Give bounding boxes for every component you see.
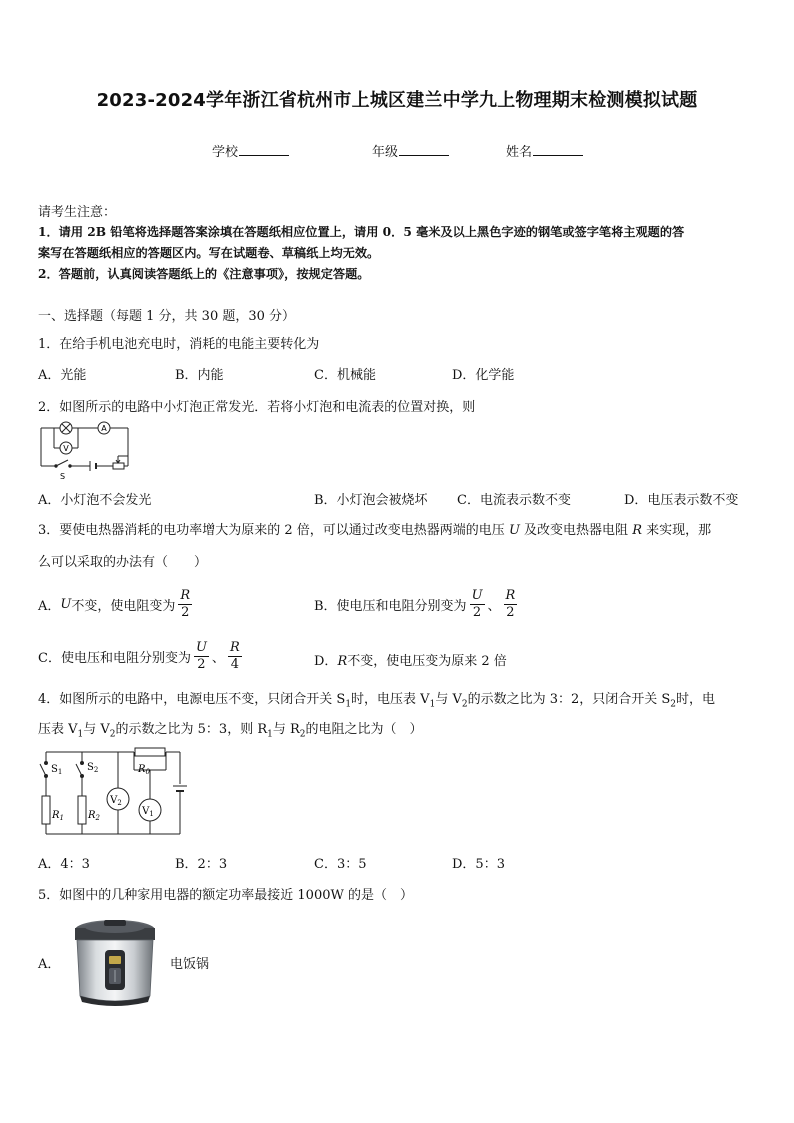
grade-field — [372, 141, 449, 160]
name-blank — [533, 143, 583, 156]
q3-a-var-u: U — [60, 597, 72, 612]
q1-option-c: C．机械能 — [314, 368, 376, 383]
rice-cooker-icon — [68, 916, 162, 1008]
school-field — [212, 141, 289, 160]
q3-option-c: C．使电压和电阻分别变为 $\frac{U}{2}$ 、 $\frac{R}{4}$ — [38, 640, 240, 672]
lamp-icon — [60, 422, 72, 434]
switch-s2-label: $S_2$ — [87, 762, 99, 774]
section-heading: 一、选择题（每题 1 分，共 30 题，30 分） — [38, 309, 296, 324]
voltmeter-v1-icon — [139, 799, 161, 821]
q3-option-d — [314, 650, 507, 669]
q4-circuit-diagram — [38, 746, 190, 838]
q3-d-var-r: R — [337, 654, 348, 669]
notice-line-1: 1．请用 2B 铅笔将选择题答案涂填在答题纸相应位置上，请用 0．5 毫米及以上黑色字迹的钢笔或签字笔将主观题的答 — [38, 225, 685, 239]
q3-var-u: U — [508, 523, 520, 538]
q3-option-a — [38, 588, 195, 621]
grade-label: 年级 — [372, 145, 399, 160]
switch-label: S — [60, 472, 66, 481]
q5-option-a-label: 电饭锅 — [170, 957, 210, 972]
q2-circuit-diagram — [38, 420, 133, 482]
q5-option-a-prefix: A． — [38, 957, 61, 972]
q4-option-b: B．2：3 — [175, 857, 228, 872]
switch-s2-icon — [76, 762, 84, 778]
q3-stem-part-b: 及改变电热器电阻 — [519, 523, 633, 538]
q2-option-b: B．小灯泡会被烧坏 — [314, 493, 428, 508]
q3-a-text: 不变，使电阻变为 — [71, 599, 176, 614]
q3-stem-line-1 — [38, 519, 711, 538]
voltmeter-icon — [60, 442, 72, 454]
q4-option-d: D．5：3 — [452, 857, 505, 872]
resistor-r2-icon — [78, 796, 86, 824]
q1-stem: 1．在给手机电池充电时，消耗的电能主要转化为 — [38, 337, 320, 352]
q3-b-text: B．使电压和电阻分别变为 — [314, 599, 467, 614]
q3-var-r: R — [632, 523, 642, 538]
svg-text:R0: $R_0$ — [138, 764, 150, 776]
fraction-r-over-2: $\frac{R}{2}$ — [180, 588, 191, 620]
school-label: 学校 — [212, 145, 239, 160]
q5-stem: 5．如图中的几种家用电器的额定功率最接近 1000W 的是（ ） — [38, 888, 413, 903]
voltmeter-label: V — [63, 444, 69, 453]
q3-option-b: B．使电压和电阻分别变为 $\frac{U}{2}$ 、 $\frac{R}{2}$ — [314, 588, 516, 620]
fraction-u-over-2: $\frac{U}{2}$ — [195, 640, 207, 672]
resistor-r2-label: $R_2$ — [88, 810, 100, 822]
q2-option-c: C．电流表示数不变 — [457, 493, 571, 508]
name-label: 姓名 — [506, 145, 533, 160]
fraction-r-over-2: $\frac{R}{2}$ — [505, 588, 516, 620]
switch-s1-icon — [40, 762, 48, 778]
resistor-r1-label: $R_1$ — [52, 810, 64, 822]
q4-stem-line-2: 压表 $V_1$与 $V_2$的示数之比为 5：3，则 $R_1$与 $R_2$的电阻之比为（ ） — [38, 722, 423, 740]
q3-stem-part-a: 3．要使电热器消耗的电功率增大为原来的 2 倍，可以通过改变电热器两端的电压 — [38, 523, 509, 538]
q2-option-a: A．小灯泡不会发光 — [38, 493, 152, 508]
q3-d-prefix: D． — [314, 654, 338, 669]
school-blank — [239, 143, 289, 156]
q4-stem-line-1: 4．如图所示的电路中，电源电压不变，只闭合开关 $S_1$时，电压表 $V_1$与 $V_2$的示数之比为 3：2，只闭合开关 $S_2$时，电 — [38, 692, 716, 710]
grade-blank — [399, 143, 449, 156]
q3-stem-line-2: 么可以采取的办法有（ ） — [38, 555, 208, 570]
battery-icon — [90, 461, 96, 471]
notice-line-1b: 案写在答题纸相应的答题区内。写在试题卷、草稿纸上均无效。 — [38, 246, 380, 260]
q4-option-c: C．3：5 — [314, 857, 367, 872]
page-title: 2023-2024学年浙江省杭州市上城区建兰中学九上物理期末检测模拟试题 — [96, 90, 698, 111]
q2-option-d: D．电压表示数不变 — [624, 493, 739, 508]
notice-heading: 请考生注意： — [38, 205, 117, 220]
q4-option-a: A．4：3 — [38, 857, 90, 872]
ammeter-icon — [98, 422, 110, 434]
q3-a-prefix: A． — [38, 599, 61, 614]
battery-icon — [173, 786, 187, 800]
svg-text:V2: $V_2$ — [110, 795, 122, 807]
voltmeter-v2-icon — [107, 788, 129, 810]
fraction-u-over-2: $\frac{U}{2}$ — [471, 588, 483, 620]
q3-c-text: C．使电压和电阻分别变为 — [38, 651, 191, 666]
name-field — [506, 141, 583, 160]
q1-option-b: B．内能 — [175, 368, 224, 383]
q3-stem-part-c: 来实现，那 — [641, 523, 712, 538]
svg-text:V1: $V_1$ — [142, 806, 154, 818]
q3-d-text: 不变，使电压变为原来 2 倍 — [347, 654, 507, 669]
switch-icon — [55, 460, 71, 467]
q1-option-a: A．光能 — [38, 368, 87, 383]
q2-stem: 2．如图所示的电路中小灯泡正常发光．若将小灯泡和电流表的位置对换，则 — [38, 400, 476, 415]
switch-s1-label: $S_1$ — [51, 764, 63, 776]
ammeter-label: A — [101, 424, 107, 433]
q1-option-d: D．化学能 — [452, 368, 515, 383]
notice-line-2: 2．答题前，认真阅读答题纸上的《注意事项》，按规定答题。 — [38, 267, 370, 281]
fraction-r-over-4: $\frac{R}{4}$ — [229, 640, 240, 672]
resistor-r1-icon — [42, 796, 50, 824]
rheostat-icon — [113, 456, 128, 469]
